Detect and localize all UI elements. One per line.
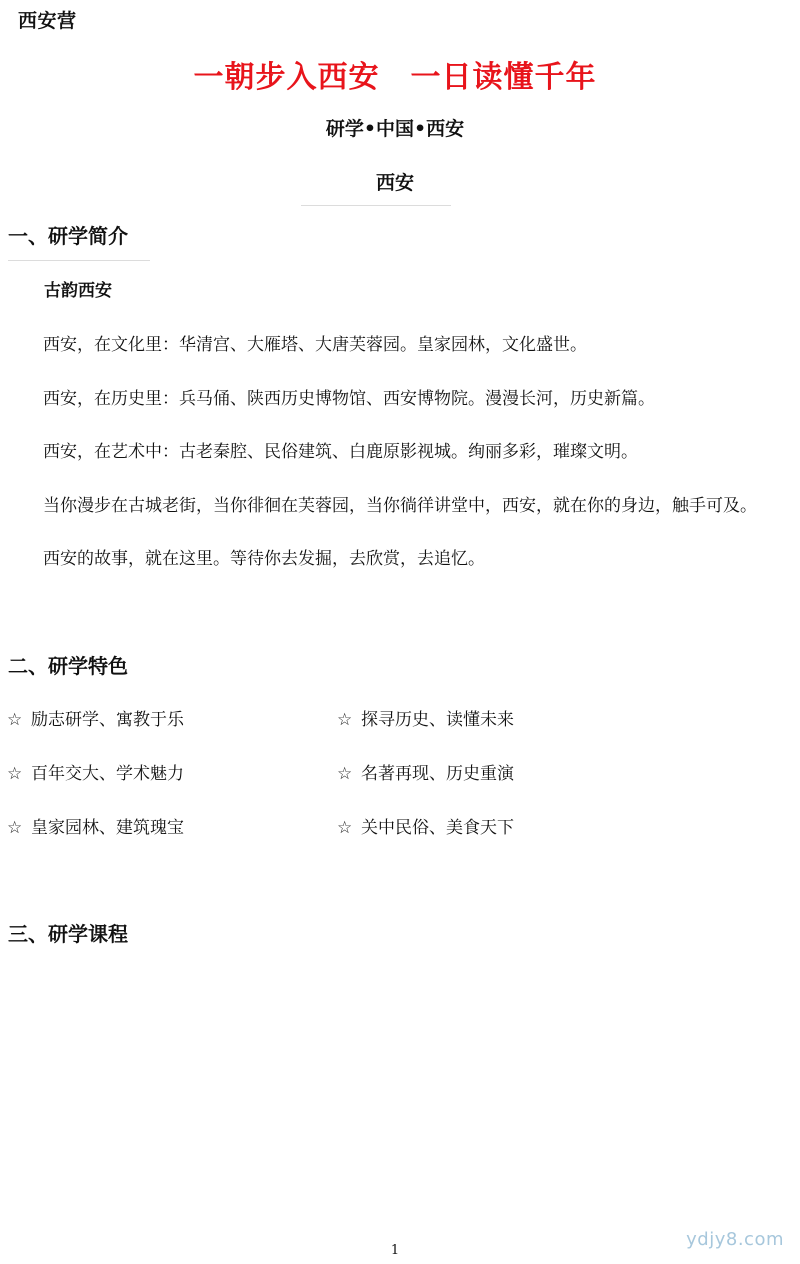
subtitle: 研学•中国•西安: [325, 118, 465, 140]
star-icon: ☆: [337, 764, 353, 784]
feature-label: 名著再现、历史重演: [361, 764, 514, 784]
page-number: 1: [390, 1243, 400, 1258]
feature-item: [7, 705, 184, 730]
section-heading-intro: 一、研学简介: [8, 224, 128, 248]
feature-label: 百年交大、学术魅力: [31, 764, 184, 784]
intro-paragraph: 西安，在文化里：华清宫、大雁塔、大唐芙蓉园。皇家园林，文化盛世。: [43, 335, 587, 355]
title-divider: [301, 205, 451, 206]
intro-paragraph: 西安，在艺术中：古老秦腔、民俗建筑、白鹿原影视城。绚丽多彩，璀璨文明。: [43, 442, 638, 462]
feature-item: [7, 813, 184, 838]
feature-label: 励志研学、寓教于乐: [31, 710, 184, 730]
section-heading-courses: 三、研学课程: [8, 922, 128, 946]
star-icon: ☆: [7, 818, 23, 838]
feature-item: [337, 813, 514, 838]
intro-paragraph: 西安的故事，就在这里。等待你去发掘，去欣赏，去追忆。: [43, 549, 485, 569]
section-heading-features: 二、研学特色: [8, 654, 128, 678]
header-label: 西安营: [18, 10, 77, 32]
star-icon: ☆: [337, 710, 353, 730]
intro-paragraph: 当你漫步在古城老街，当你徘徊在芙蓉园，当你徜徉讲堂中，西安，就在你的身边，触手可及。: [43, 496, 757, 516]
intro-subheading: 古韵西安: [44, 281, 112, 301]
star-icon: ☆: [7, 710, 23, 730]
feature-item: [337, 759, 514, 784]
feature-label: 关中民俗、美食天下: [361, 818, 514, 838]
intro-paragraph: 西安，在历史里：兵马俑、陕西历史博物馆、西安博物院。漫漫长河，历史新篇。: [43, 389, 655, 409]
main-title: 一朝步入西安 一日读懂千年: [193, 60, 597, 95]
intro-divider: [8, 260, 150, 261]
feature-label: 探寻历史、读懂未来: [361, 710, 514, 730]
feature-label: 皇家园林、建筑瑰宝: [31, 818, 184, 838]
subtitle-city: 西安: [375, 172, 414, 194]
feature-item: [7, 759, 184, 784]
star-icon: ☆: [337, 818, 353, 838]
watermark: ydjy8.com: [686, 1229, 784, 1250]
feature-item: [337, 705, 514, 730]
star-icon: ☆: [7, 764, 23, 784]
